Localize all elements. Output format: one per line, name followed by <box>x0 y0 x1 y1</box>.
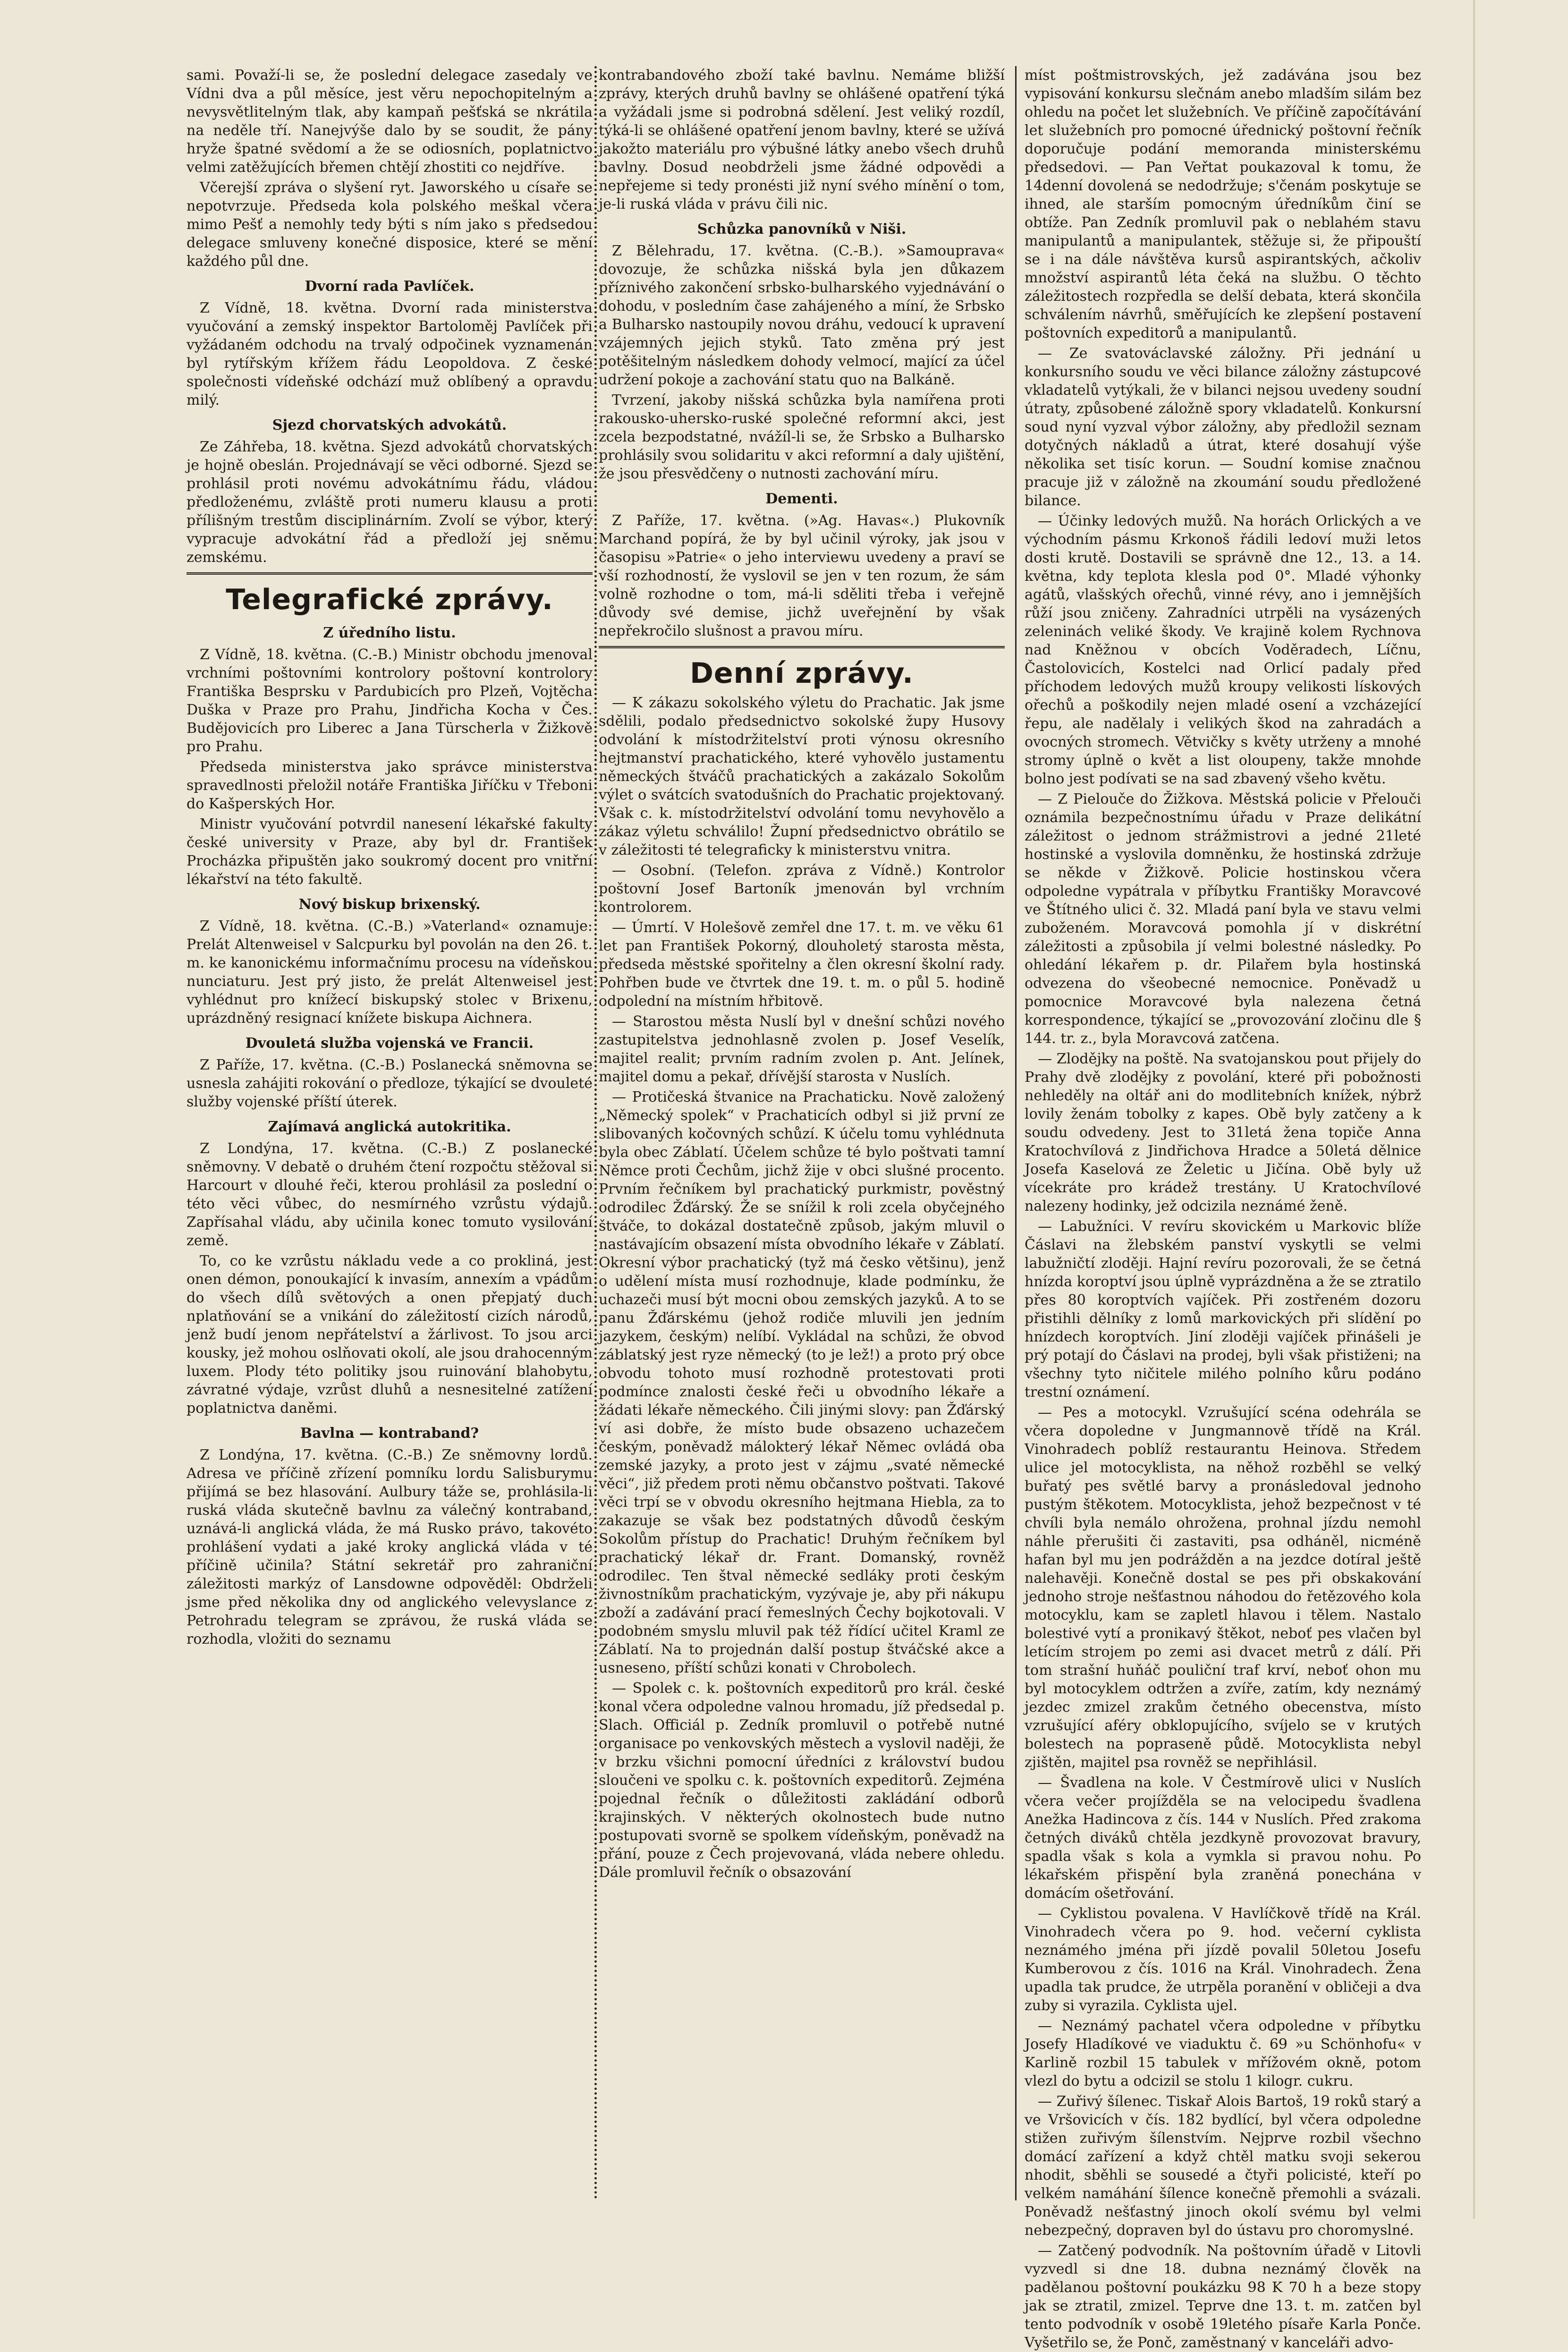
article-zlodejky: — Zlodějky na poště. Na svatojanskou pout přijely do Prahy dvě zlodějky z povolání, které při pobožnosti nehleděly na oltář ani do modlitebních knížek, nýbrž lovily ženám tobolky z kapes. Obě byly zatčeny a k soudu odvedeny. Jest to 31letá žena topiče Anna Kratochvílová z Jindřichova Hradce a 50letá dělnice Josefa Kaselová ze Želetic u Jičína. Obě byly už vícekráte pro krádež trestány. U Kratochvílové nalezeny hodinky, jež odcizila neznámé ženě. <box>1025 1051 1421 1214</box>
article-nis-1: Z Bělehradu, 17. května. (C.-B.). »Samouprava« dovozuje, že schůzka nišská byla jen důkazem příznivého zakončení srbsko-bulharského vyjednávání o dohodu, v posledním čase zahájeného a míní, že Srbsko a Bulharsko nastoupily novou dráhu, vedoucí k upravení vzájemných jejich styků. Tato změna prý jest potěšitelným následkem dohody velmocí, mající za účel udržení pokoje a zachování statu quo na Balkáně. <box>599 243 1005 388</box>
heading-uradni-list: Z úředního listu. <box>323 625 456 641</box>
article-jaworski: Včerejší zpráva o slyšení ryt. Jaworského u císaře se nepotvrzuje. Předseda kola polského meškal včera mimo Pešť a nemohly tedy býti s ním jako s předsedou delegace smluveny konečné disposice, které se mění každého půl dne. <box>186 179 593 270</box>
article-uradni-3: Ministr vyučování potvrdil nanesení lékařské fakulty české university v Praze, aby byl dr. František Procházka připuštěn jako soukromý docent pro vnitřní lékařství na této fakultě. <box>186 816 593 888</box>
article-zalozna: — Ze svatováclavské záložny. Při jednání u konkursního soudu ve věci bilance záložny zástupcové vkladatelů vytýkali, že v bilanci nejsou uvedeny soudní útraty, způsobené záložně spory vkladatelů. Konkursní soud nyní vyzval výbor záložny, aby předložil seznam dotyčných nákladů a útrat, které dosahují výše několika set tisíc korun. — Soudní komise značnou pracuje již v záložně na zkoumání soudu předložené bilance. <box>1025 345 1421 509</box>
article-uradni-1: Z Vídně, 18. května. (C.-B.) Ministr obchodu jmenoval vrchními poštovními kontrolory poštovní kontrolory Františka Besprsku v Pardubicích pro Plzeň, Vojtěcha Duška v Praze pro Prahu, Jindřicha Kocha v Čes. Budějovicích pro Liberec a Jana Türscherla v Žižkově pro Prahu. <box>186 646 593 755</box>
article-spolek-continued: míst poštmistrovských, jež zadávána jsou bez vypisování konkursu slečnám anebo mladším silám bez ohledu na počet let služebních. Ve příčině započítávání let služebních pro pomocné úřednický poštovní řečník doporučuje podání memoranda ministerskému předsedovi. — Pan Veřtat poukazoval k tomu, že 14denní dovolená se nedodržuje; s'čenám poskytuje se ihned, ale starším pomocným úředníkům činí se obtíže. Pan Zedník promluvil pak o neblahém stavu manipulantů a manipulantek, stěžuje si, že připouští se i na dále návštěva kursů aspirantských, ačkoliv množství aspirantů léta čeká na službu. O těchto záležitostech rozpředla se delší debata, která skončila schválením návrhů, směřujících ke zlepšení postavení poštovních expeditorů a manipulantů. <box>1025 67 1421 341</box>
heading-pavlicek: Dvorní rada Pavlíček. <box>305 278 475 295</box>
article-dementi: Z Paříže, 17. května. (»Ag. Havas«.) Plukovník Marchand popírá, že by byl učinil výroky, jak jsou v časopisu »Patrie« o jeho interviewu uvedeny a praví se vší rozhodností, že vyslovil se jen v ten rozum, že sám volně rozhodne o tom, má-li sděliti třeba i veřejně důvody své demise, jichž uveřejnění by však nepřekročilo slušnost a pravou míru. <box>599 512 1005 639</box>
heading-autokritika: Zajímavá anglická autokritika. <box>268 1119 511 1135</box>
article-biskup: Z Vídně, 18. května. (C.-B.) »Vaterland« oznamuje: Prelát Altenweisel v Salcpurku byl povolán na den 26. t. m. ke kanonickému informačnímu procesu na vídeňskou nunciaturu. Jest prý jisto, že prelát Altenweisel jest vyhlédnut pro knížecí biskupský stolec v Brixenu, uprázdněný resignací knížete biskupa Aichnera. <box>186 918 593 1027</box>
article-sluzba: Z Paříže, 17. května. (C.-B.) Poslanecká sněmovna se usnesla zahájiti rokování o předloze, týkající se dvouleté služby vojenské příští úterek. <box>186 1057 593 1110</box>
heading-sluzba: Dvouletá služba vojenská ve Francii. <box>245 1035 534 1052</box>
article-nis-2: Tvrzení, jakoby nišská schůzka byla namířena proti rakousko-uhersko-ruské společné reformní akci, jest zcela bezpodstatné, nvážíl-li se, že Srbsko a Bulharsko prohlásily svou solidaritu v akci reformní a daly ujištění, že jsou přesvědčeny o nutnosti zachování míru. <box>599 392 1005 482</box>
heading-nis: Schůzka panovníků v Niši. <box>697 221 907 238</box>
article-pachatel: — Neznámý pachatel včera odpoledne v příbytku Josefy Hladíkové ve viaduktu č. 69 »u Schönhofu« v Karlině rozbil 15 tabulek v mřížovém okně, potom vlezl do bytu a odcizil se stolu 1 kilogr. cukru. <box>1025 2018 1421 2089</box>
article-silenec: — Zuřivý šílenec. Tiskař Alois Bartoš, 19 roků starý a ve Vršovicích v čís. 182 bydlící, byl včera odpoledne stižen zuřivým šílenstvím. Nejprve rozbil všechno domácí zařízení a když chtěl matku svoji sekerou nhodit, sběhli se sousedé a čtyři policisté, kteří po velkém namáhání šílence konečně přemohli a svázali. Poněvadž nešťastný jinoch okolí svému byl velmi nebezpečný, dopraven byl do ústavu pro choromyslné. <box>1025 2093 1421 2239</box>
heading-dementi: Dementi. <box>765 491 838 507</box>
column-middle <box>599 66 1005 2200</box>
section-title-telegraficke: Telegrafické zprávy. <box>226 583 553 616</box>
section-title-denni: Denní zprávy. <box>690 657 914 690</box>
heading-bavlna: Bavlna — kontraband? <box>300 1425 479 1442</box>
article-continuation: sami. Považí-li se, že poslední delegace zasedaly ve Vídni dva a půl měsíce, jest věru nepochopitelným a nevysvětlitelným tlak, aby kampaň pešťská se nkrátila na neděle tří. Nanejvýše dalo by se soudit, že pány hryže špatné svědomí a že se odiosních, poplatnictvo velmi zatěžujících břemen chtějí zhostiti co nejdříve. <box>186 67 593 176</box>
article-nusle: — Starostou města Nuslí byl v dnešní schůzi nového zastupitelstva jednohlasně zvolen p. Josef Veselík, majitel realit; prvním radním zvolen p. Ant. Jelínek, majitel domu a pekař, dřívější starosta v Nuslích. <box>599 1013 1005 1085</box>
heading-sjezd: Sjezd chorvatských advokátů. <box>272 417 507 433</box>
section-separator <box>186 572 593 575</box>
article-osobni: — Osobní. (Telefon. zpráva z Vídně.) Kontrolor poštovní Josef Bartoník jmenován byl vrchním kontrolorem. <box>599 862 1005 916</box>
article-autokritika-2: To, co ke vzrůstu nákladu vede a co prokliná, jest onen démon, ponoukající k invasím, annexím a vpádům do všech dílů světových a onen přepjatý duch nplatňování se a vnikání do záležitostí cizích národů, jenž budí jenom nepřátelství a žárlivost. To jsou arci kousky, jež mohou oslňovati okolí, ale jsou drahocenným luxem. Plody této politiky jsou ruinování blahobytu, závratné výdaje, vzrůst dluhů a nesnesitelné zatížení poplatnictva daněmi. <box>186 1253 593 1417</box>
article-sjezd: Ze Záhřeba, 18. května. Sjezd advokátů chorvatských je hojně obeslán. Projednávají se věci odborné. Sjezd se prohlásil proti novému advokátnímu řádu, vládou předloženému, zvláště proti numeru klausu a proti přílišným trestům disciplinárním. Zvolí se výbor, který vypracuje advokátní řád a předloží jej sněmu zemskému. <box>186 439 593 566</box>
article-bavlna-continued: kontrabandového zboží také bavlnu. Nemáme bližší zprávy, kterých druhů bavlny se ohlášené opatření týká a vyžádali jsme si podrobná sdělení. Jest veliký rozdíl, týká-li se ohlášené opatření jenom bavlny, které se užívá jakožto materiálu pro výbušné látky anebo všech druhů bavlny. Dosud neobdrželi jsme žádné odpovědi a nepřejeme si tedy pronésti již nyní svého mínění o tom, je-li ruská vláda v právu čili nic. <box>599 67 1005 212</box>
article-prachatice: — Protičeská štvanice na Prachaticku. Nově založený „Německý spolek“ v Prachaticích odbyl si již první ze slibovaných kočovných schůzí. K účelu tomu vyhlédnuta byla obec Záblatí. Účelem schůze té bylo poštvati tamní Němce proti Čechům, jichž žije v obci slušné procento. Prvním řečníkem byl prachatický purkmistr, pověstný odrodilec Žďárský. Že se snížil k roli zcela obyčejného štváče, to dokázal dostatečně způsob, jakým mluvil o nastávajícím obsazení místa obvodního lékaře v Záblatí. Okresní výbor prachatický (tyž má česko většinu), jenž o udělení místa musí rozhodnuje, klade podmínku, že uchazeči musí být mocni obou zemských jazyků. A to se panu Žďárskému (jehož rodiče mluvili jen jedním jazykem, českým) nelíbí. Vykládal na schůzi, že obvod záblatský jest ryze německý (to je lež!) a proto prý obce obvodu tohoto musí rozhodně protestovati proti podmínce znalosti české řeči u obvodního lékaře a žádati lékaře německého. Čili jinými slovy: pan Žďárský ví asi dobře, že místo bude obsazeno uchazečem českým, poněvadž málokterý lékař Němec ovládá oba zemské jazyky, a proto jest v zájmu „svaté německé věci“, již předem proti němu občanstvo poštvati. Takové věci trpí se v obvodu okresního hejtmana Hiebla, za to zakazuje se však bez podstatných důvodů českým Sokolům přístup do Prachatic! Druhým řečníkem byl prachatický lékař dr. Frant. Domanský, rovněž odrodilec. Ten štval německé sedláky proti českým živnostníkům prachatickým, vyzývaje je, aby při nákupu zboží a zadávání prací řemeslných Čechy bojkotovali. V podobném smyslu mluvil pak též řídící učitel Kraml ze Záblatí. Na to projednán další postup štváčské akce a usneseno, příští schůzi konati v Chrobolech. <box>599 1089 1005 1676</box>
article-cyklista: — Cyklistou povalena. V Havlíčkově třídě na Král. Vinohradech včera po 9. hod. večerní cyklista neznámého jména při jízdě povalil 50letou Josefu Kumberovou z čís. 1016 na Král. Vinohradech. Žena upadla tak prudce, že utrpěla poranění v obličeji a dva zuby si vyrazila. Cyklista ujel. <box>1025 1905 1421 2014</box>
article-spolek: — Spolek c. k. poštovních expeditorů pro král. české konal včera odpoledne valnou hromadu, jíž předsedal p. Slach. Officiál p. Zedník promluvil o potřebě nutné organisace po venkovských městech a vyslovil naději, že v brzku všichni pomocní úředníci z království budou sloučeni ve spolku c. k. poštovních expeditorů. Zejména pojednal řečník o důležitosti zakládání odborů krajinských. V některých okolnostech bude nutno postupovati svorně se spolkem vídeňským, poněvadž na přání, pouze z Čech projevovaná, vláda nebere ohledu. Dále promluvil řečník o obsazování <box>599 1680 1005 1881</box>
article-zizkov: — Z Pielouče do Žižkova. Městská policie v Přelouči oznámila bezpečnostnímu úřadu v Praze delikátní záležitost o jednom strážmistrovi a jedné 21leté hostinské a vyslovila domněnku, že hostinská zdržuje se někde v Žižkově. Policie hostinskou včera odpoledne vypátrala v příbytku Františky Moravcové ve Štítného ulici č. 32. Mladá paní byla ve stavu velmi zuboženém. Moravcová pomohla jí v diskrétní záležitosti a způsobila jí velmi bolestné následky. Po ohledání lékařem p. dr. Pilařem byla hostinská odvezena do všeobecné nemocnice. Poněvadž u pomocnice Moravcové byla nalezena četná korrespondence, týkající se „provozování zločinu dle § 144. tr. z., byla Moravcová zatčena. <box>1025 791 1421 1047</box>
column-right <box>1025 66 1421 2351</box>
column-left <box>186 66 593 2200</box>
article-ledovi-muzi: — Účinky ledových mužů. Na horách Orlických a ve východním pásmu Krkonoš řádili ledoví muži letos dosti krutě. Dostavili se správně dne 12., 13. a 14. května, kdy teplota klesla pod 0°. Mladé výhonky agátů, vlašských ořechů, vinné révy, ano i jemnějších růží jsou zničeny. Zahradníci utrpěli na vysázených zeleninách veliké škody. Ve krajině kolem Rychnova nad Kněžnou v obcích Voděradech, Líčnu, Častolovicích, Kostelci nad Orlicí padaly před příchodem ledových mužů kroupy velikosti lískových ořechů a poškodily nejen mladé osení a vzcházející řepu, ale nadělaly i velikých škod na zahradách a ovocných stromech. Větvičky s květy utrženy a mnohé stromy úplně o květ a list oloupeny, takže mnohde bolno jest podívati se na sad zbavený všeho květu. <box>1025 513 1421 787</box>
article-umrti: — Úmrtí. V Holešově zemřel dne 17. t. m. ve věku 61 let pan František Pokorný, dlouholetý starosta města, předseda městské spořitelny a člen okresní školní rady. Pohřben bude ve čtvrtek dne 19. t. m. o půl 5. hodině odpolední na místním hřbitově. <box>599 919 1005 1010</box>
column-divider-2 <box>1015 66 1017 2200</box>
heading-biskup: Nový biskup brixenský. <box>298 896 481 913</box>
section-separator <box>599 646 1005 648</box>
article-labuznici: — Labužníci. V revíru skovickém u Markovic blíže Čáslavi na žlebském panství vyskytli se velmi labužničtí zloději. Hajní revíru pozorovali, že se četná hnízda koroptví jsou úplně vyprázdněna a že se ztratilo přes 80 koroptvích vajíček. Při zostřeném dozoru přistihli dělníky z lomů markovických při slídění po hnízdech koroptvích. Jiní zloději vajíček přinášeli je prý potají do Čáslavi na prodej, byli však přistiženi; na všechny tyto ničitele milého polního kůru podáno trestní oznámení. <box>1025 1218 1421 1401</box>
article-bavlna: Z Londýna, 17. května. (C.-B.) Ze sněmovny lordů. Adresa ve příčině zřízení pomníku lordu Salisburymu přijímá se bez hlasování. Aulbury táže se, prohlásila-li ruská vláda skutečně bavlnu za válečný kontraband, uznává-li anglická vláda, že má Rusko právo, takovéto prohlášení vydati a jaké kroky anglická vláda v té příčině učinila? Státní sekretář pro zahraniční záležitosti markýz of Lansdowne odpověděl: Obdrželi jsme před několika dny od anglického velevyslance z Petrohradu telegram se zprávou, že ruská vláda se rozhodla, vložiti do seznamu <box>186 1447 593 1647</box>
article-podvodnik: — Zatčený podvodník. Na poštovním úřadě v Litovli vyzvedl si dne 18. dubna neznámý člověk na padělanou poštovní poukázku 98 K 70 h a beze stopy jak se ztratil, zmizel. Teprve dne 13. t. m. zatčen byl tento podvodník v osobě 19letého písaře Karla Ponče. Vyšetřilo se, že Ponč, zaměstnaný v kanceláři advo- <box>1025 2242 1421 2351</box>
column-divider-1 <box>594 66 597 2200</box>
article-pes-motocykl: — Pes a motocykl. Vzrušující scéna odehrála se včera dopoledne v Jungmannově třídě na Král. Vinohradech poblíž restaurantu Heinova. Středem ulice jel motocyklista, na něhož rozběhl se velký buřatý pes světlé barvy a pronásledoval jednoho pustým štěkotem. Motocyklista, jehož bezpečnost v té chvíli byla nemálo ohrožena, prohnal jízdu nemohl náhle přerušiti či zastaviti, psa odháněl, nicméně hafan byl mu jen podrážděn a na jezdce dotíral ještě nalehavěji. Konečně dostal se pes při obskakování jednoho stroje nešťastnou náhodou do řetězového kola motocyklu, kam se zapletl hlavou i tělem. Nastalo bolestivé vytí a pronikavý štěkot, neboť pes vlačen byl letícím strojem po zemi asi dvacet metrů z dálí. Při tom strašní huňáč pouliční traf krví, neboť ohon mu byl motocyklem odtržen a zvíře, zatím, kdy neznámý jezdec zmizel zrakům četného obecenstva, místo vzrušující aféry obklopujícího, svíjelo se v krutých bolestech na popraseně půdě. Motocyklista nebyl zjištěn, majitel psa rovněž se nepřihlásil. <box>1025 1404 1421 1771</box>
article-uradni-2: Předseda ministerstva jako správce ministerstva spravedlnosti přeložil notáře Františka Jiříčku v Třeboni do Kašperských Hor. <box>186 759 593 812</box>
article-svadlena: — Švadlena na kole. V Čestmírově ulici v Nuslích včera večer projížděla se na velocipedu švadlena Anežka Hadincova z čís. 144 v Nuslích. Před zrakoma četných diváků chtěla jezdkyně provozovat bravury, spadla však s kola a vymkla si pravou nohu. Po lékařském přispění byla zraněná ponechána v domácím ošetřování. <box>1025 1775 1421 1902</box>
article-pavlicek: Z Vídně, 18. května. Dvorní rada ministerstva vyučování a zemský inspektor Bartoloměj Pavlíček při vyžádaném odchodu na trvalý odpočinek vyznamenán byl rytířským křížem řádu Leopoldova. Z české společnosti vídeňské odchází muž oblíbený a opravdu milý. <box>186 300 593 408</box>
page-edge-shadow <box>1473 0 1475 2219</box>
article-sokol: — K zákazu sokolského výletu do Prachatic. Jak jsme sdělili, podalo předsednictvo sokolské župy Husovy odvolání k místodržitelství proti výnosu okresního hejtmanství prachatického, které vyhovělo justamentu německých štváčů prachatických a zakázalo Sokolům výlet o svátcích svatodušních do Prachatic projektovaný. Však c. k. místodržitelství odvolání tomu nevyhovělo a zákaz výletu schválilo! Župní předsednictvo obrátilo se v záležitosti té telegraficky k ministerstvu vnitra. <box>599 695 1005 858</box>
article-autokritika-1: Z Londýna, 17. května. (C.-B.) Z poslanecké sněmovny. V debatě o druhém čtení rozpočtu stěžoval si Harcourt v dlouhé řeči, kterou prohlásil za poslední o této věci vůbec, do nesmírného vzrůstu výdajů. Zapřísahal vládu, aby učinila konec tomuto vysilování země. <box>186 1140 593 1249</box>
